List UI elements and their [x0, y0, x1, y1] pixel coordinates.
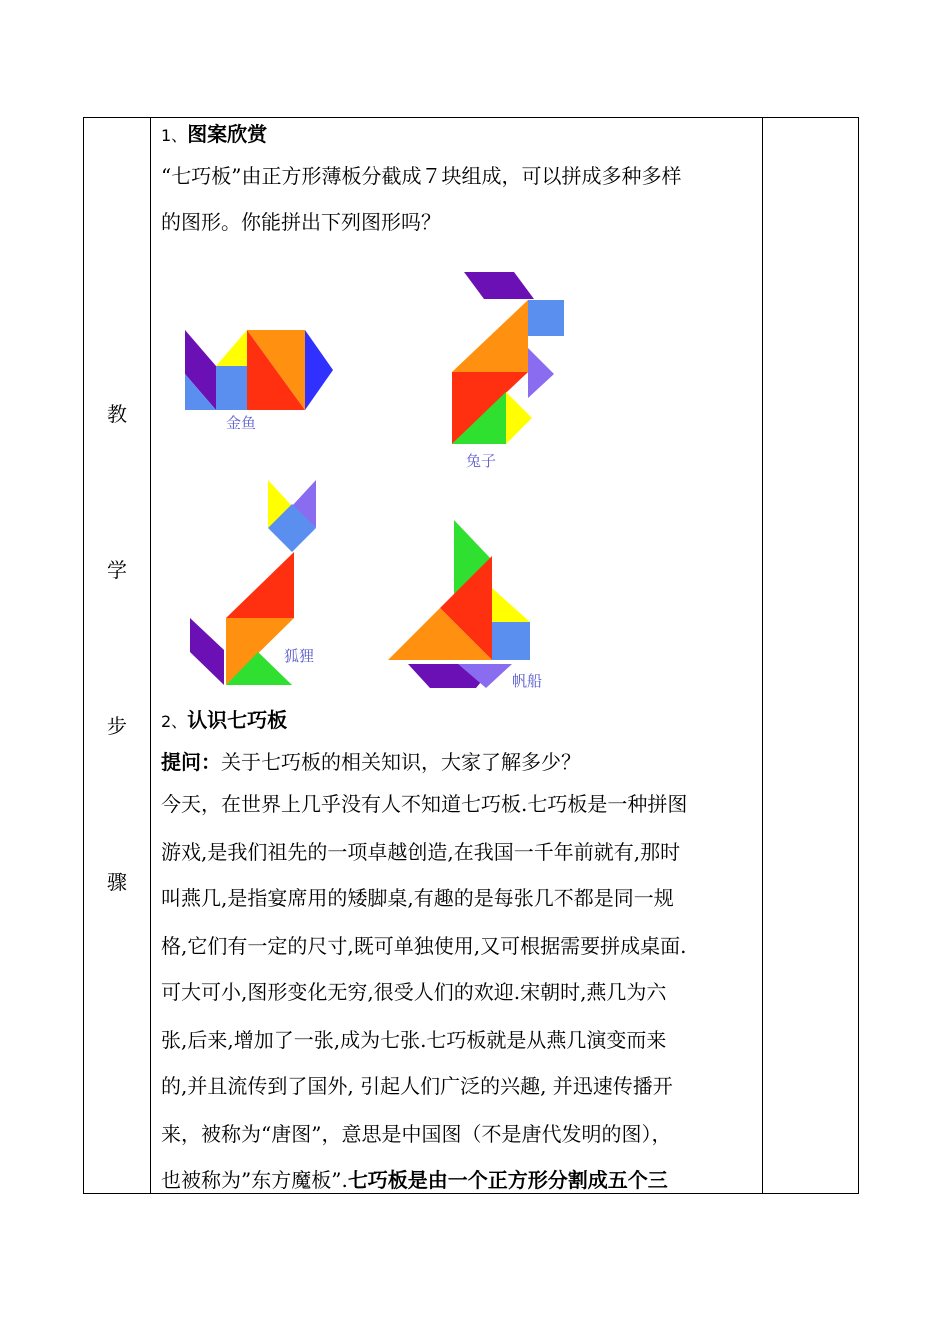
section2-line-4: 格,它们有一定的尺寸,既可单独使用,又可根据需要拼成桌面. [161, 934, 687, 958]
section2-line-7: 的,并且流传到了国外, 引起人们广泛的兴趣, 并迅速传播开 [161, 1074, 673, 1098]
section2-line-9 [161, 1166, 756, 1194]
rabbit-violet-triangle [528, 348, 554, 398]
fox-body-red [226, 552, 294, 618]
section2-title: 认识七巧板 [187, 708, 288, 732]
goldfish-blue-square [216, 366, 247, 410]
sailboat-yellow-triangle [492, 588, 530, 622]
side-label-char-3: 步 [107, 714, 127, 738]
section1-heading [161, 120, 756, 150]
table-right-border [858, 117, 859, 1194]
side-label-char-1: 教 [107, 402, 127, 426]
section2-question [161, 748, 756, 776]
section2-line-1: 今天，在世界上几乎没有人不知道七巧板.七巧板是一种拼图 [161, 792, 688, 816]
section1-title: 图案欣赏 [187, 122, 268, 146]
fox-label: 狐狸 [284, 647, 315, 665]
sailboat-blue-square [492, 622, 530, 660]
last-line-normal: 也被称为”东方魔板”. [161, 1168, 348, 1192]
rabbit-yellow-triangle [506, 392, 532, 444]
section2-line-6: 张,后来,增加了一张,成为七张.七巧板就是从燕几演变而来 [161, 1028, 667, 1052]
side-label-char-4: 骤 [107, 870, 127, 894]
question-text: 关于七巧板的相关知识，大家了解多少？ [221, 750, 581, 774]
section2-number: 2、 [161, 712, 188, 731]
section2-heading [161, 706, 756, 736]
side-label-char-2: 学 [107, 558, 127, 582]
section1-number: 1、 [161, 126, 188, 145]
goldfish-figure [183, 326, 343, 416]
section2-line-5: 可大可小,图形变化无穷,很受人们的欢迎.宋朝时,燕几为六 [161, 980, 667, 1004]
question-label: 提问： [161, 750, 221, 774]
rabbit-figure [452, 272, 572, 447]
fox-tail-purple [190, 618, 224, 685]
section1-line-1: “七巧板”由正方形薄板分截成７块组成，可以拼成多种多样 [161, 164, 682, 188]
goldfish-yellow-triangle [216, 330, 247, 366]
section2-line-2: 游戏,是我们祖先的一项卓越创造,在我国一千年前就有,那时 [161, 840, 681, 864]
rabbit-ear-purple [464, 272, 534, 299]
table-top-border [83, 117, 859, 118]
goldfish-label: 金鱼 [226, 414, 257, 432]
rabbit-label: 兔子 [466, 452, 497, 470]
table-left-border [83, 117, 84, 1194]
sailboat-figure [388, 520, 548, 695]
table-col-divider-1 [150, 117, 151, 1194]
table-col-divider-2 [762, 117, 763, 1194]
section1-line-2: 的图形。你能拼出下列图形吗？ [161, 210, 441, 234]
last-line-bold: 七巧板是由一个正方形分割成五个三 [347, 1168, 668, 1192]
goldfish-head-blue [305, 330, 333, 410]
sailboat-label: 帆船 [512, 672, 543, 690]
section2-line-3: 叫燕几,是指宴席用的矮脚桌,有趣的是每张几不都是同一规 [161, 886, 674, 910]
rabbit-head-blue [528, 300, 564, 336]
section2-line-8: 来，被称为“唐图”，意思是中国图（不是唐代发明的图）， [161, 1122, 672, 1146]
rabbit-body-orange [452, 300, 528, 372]
